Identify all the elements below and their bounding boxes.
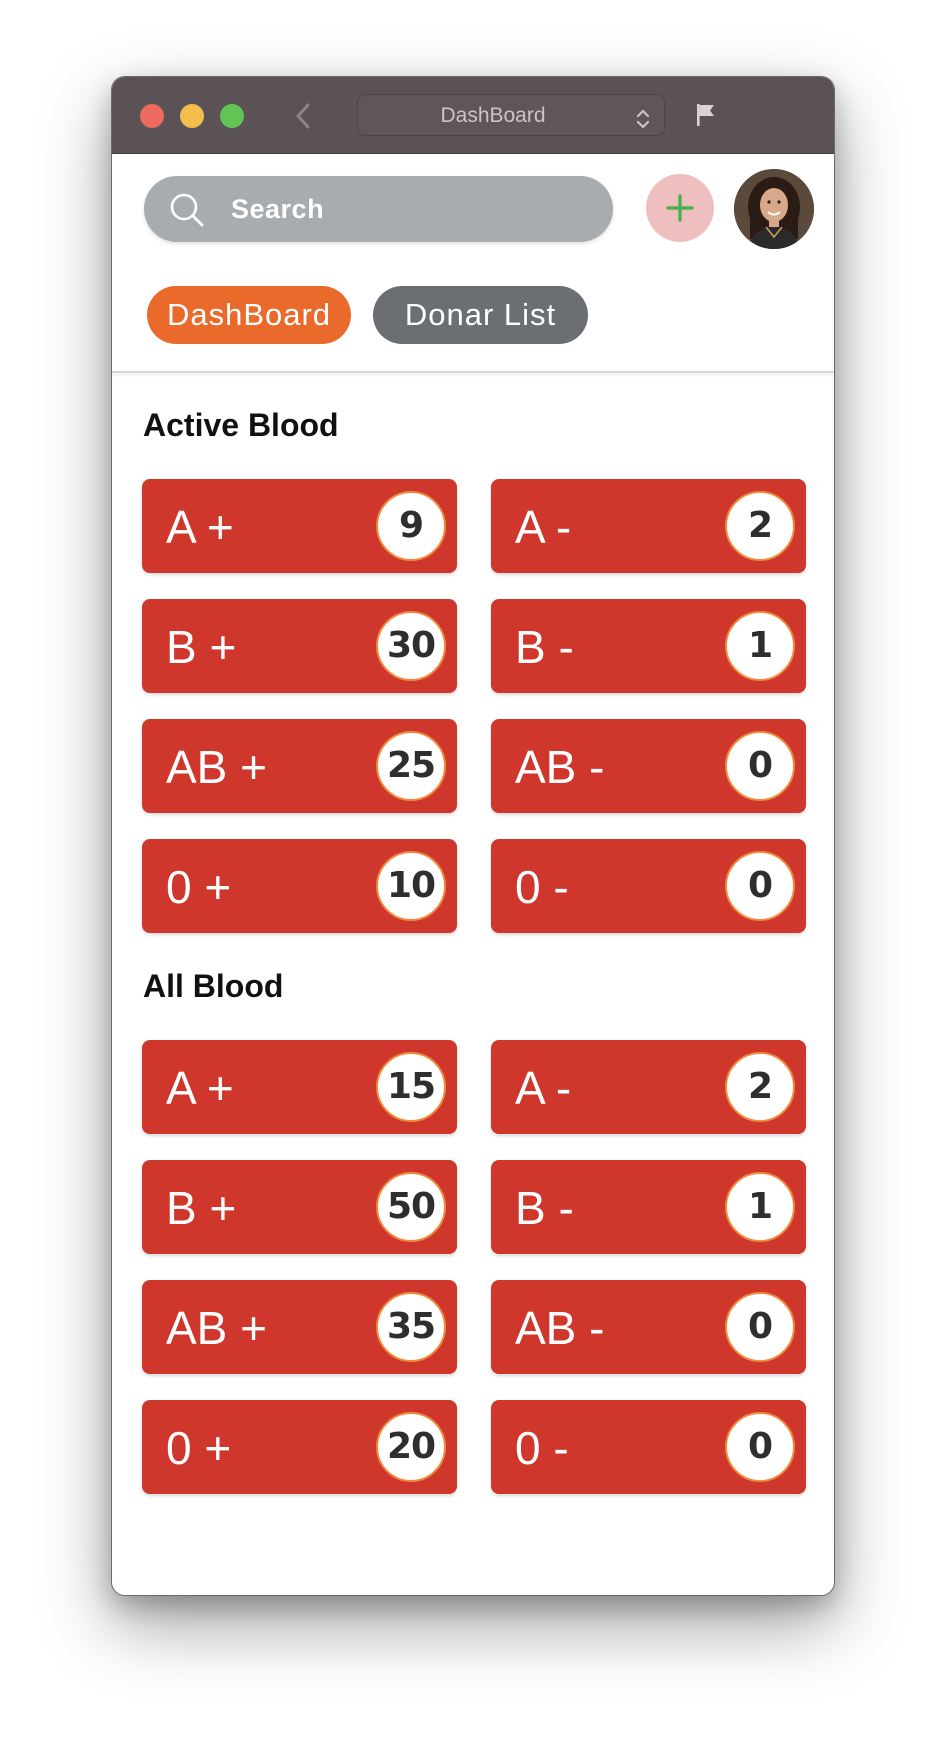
tab-donor-list[interactable]: Donar List: [373, 286, 588, 344]
count-badge: 9: [376, 491, 446, 561]
blood-type-label: 0 +: [166, 861, 232, 913]
count-badge: 15: [376, 1052, 446, 1122]
blood-card-active-a-neg[interactable]: [491, 479, 806, 573]
blood-card-active-o-neg[interactable]: [491, 839, 806, 933]
blood-type-label: 0 -: [515, 1422, 569, 1474]
blood-card-active-o-pos[interactable]: [142, 839, 457, 933]
window-title: DashBoard: [440, 104, 546, 127]
blood-card-all-o-pos[interactable]: [142, 1400, 457, 1494]
back-chevron-icon[interactable]: [288, 99, 318, 133]
count-badge: 2: [725, 491, 795, 561]
blood-card-all-b-neg[interactable]: [491, 1160, 806, 1254]
count-badge: 0: [725, 1292, 795, 1362]
blood-type-label: B -: [515, 1182, 574, 1234]
count-badge: 35: [376, 1292, 446, 1362]
active-blood-heading: Active Blood: [143, 407, 339, 443]
blood-type-label: B +: [166, 621, 237, 673]
count-badge: 0: [725, 1412, 795, 1482]
count-badge: 20: [376, 1412, 446, 1482]
blood-card-all-o-neg[interactable]: [491, 1400, 806, 1494]
count-badge: 0: [725, 851, 795, 921]
blood-card-all-a-neg[interactable]: [491, 1040, 806, 1134]
blood-type-label: AB -: [515, 741, 605, 793]
blood-card-all-ab-neg[interactable]: [491, 1280, 806, 1374]
blood-type-label: A +: [166, 1062, 234, 1114]
header-divider: [112, 371, 834, 373]
search-icon: [169, 192, 205, 228]
blood-card-all-b-pos[interactable]: [142, 1160, 457, 1254]
count-badge: 10: [376, 851, 446, 921]
blood-type-label: B +: [166, 1182, 237, 1234]
count-badge: 25: [376, 731, 446, 801]
count-badge: 1: [725, 1172, 795, 1242]
blood-card-active-b-pos[interactable]: [142, 599, 457, 693]
app-window: [111, 76, 835, 1596]
title-bar: [112, 77, 834, 154]
blood-type-label: A +: [166, 501, 234, 553]
blood-type-label: 0 +: [166, 1422, 232, 1474]
chevron-up-down-icon: [634, 104, 652, 128]
flag-icon[interactable]: [694, 102, 718, 128]
tab-dashboard[interactable]: DashBoard: [147, 286, 351, 344]
blood-card-active-ab-pos[interactable]: [142, 719, 457, 813]
blood-type-label: A -: [515, 501, 572, 553]
count-badge: 30: [376, 611, 446, 681]
count-badge: 0: [725, 731, 795, 801]
blood-card-all-ab-pos[interactable]: [142, 1280, 457, 1374]
all-blood-heading: All Blood: [143, 968, 284, 1004]
window-title-selector[interactable]: [357, 94, 665, 136]
blood-type-label: B -: [515, 621, 574, 673]
plus-icon: [665, 193, 695, 223]
blood-type-label: AB +: [166, 741, 268, 793]
blood-type-label: 0 -: [515, 861, 569, 913]
count-badge: 1: [725, 611, 795, 681]
zoom-window-button[interactable]: [220, 104, 244, 128]
count-badge: 2: [725, 1052, 795, 1122]
blood-type-label: AB +: [166, 1302, 268, 1354]
count-badge: 50: [376, 1172, 446, 1242]
blood-card-active-a-pos[interactable]: [142, 479, 457, 573]
close-window-button[interactable]: [140, 104, 164, 128]
all-blood-grid: [142, 1040, 806, 1494]
avatar[interactable]: [734, 169, 814, 249]
add-button[interactable]: [646, 174, 714, 242]
search-bar[interactable]: [144, 176, 613, 242]
minimize-window-button[interactable]: [180, 104, 204, 128]
blood-card-active-b-neg[interactable]: [491, 599, 806, 693]
active-blood-grid: [142, 479, 806, 933]
search-input[interactable]: Search: [231, 194, 325, 224]
blood-card-active-ab-neg[interactable]: [491, 719, 806, 813]
blood-type-label: AB -: [515, 1302, 605, 1354]
blood-type-label: A -: [515, 1062, 572, 1114]
blood-card-all-a-pos[interactable]: [142, 1040, 457, 1134]
